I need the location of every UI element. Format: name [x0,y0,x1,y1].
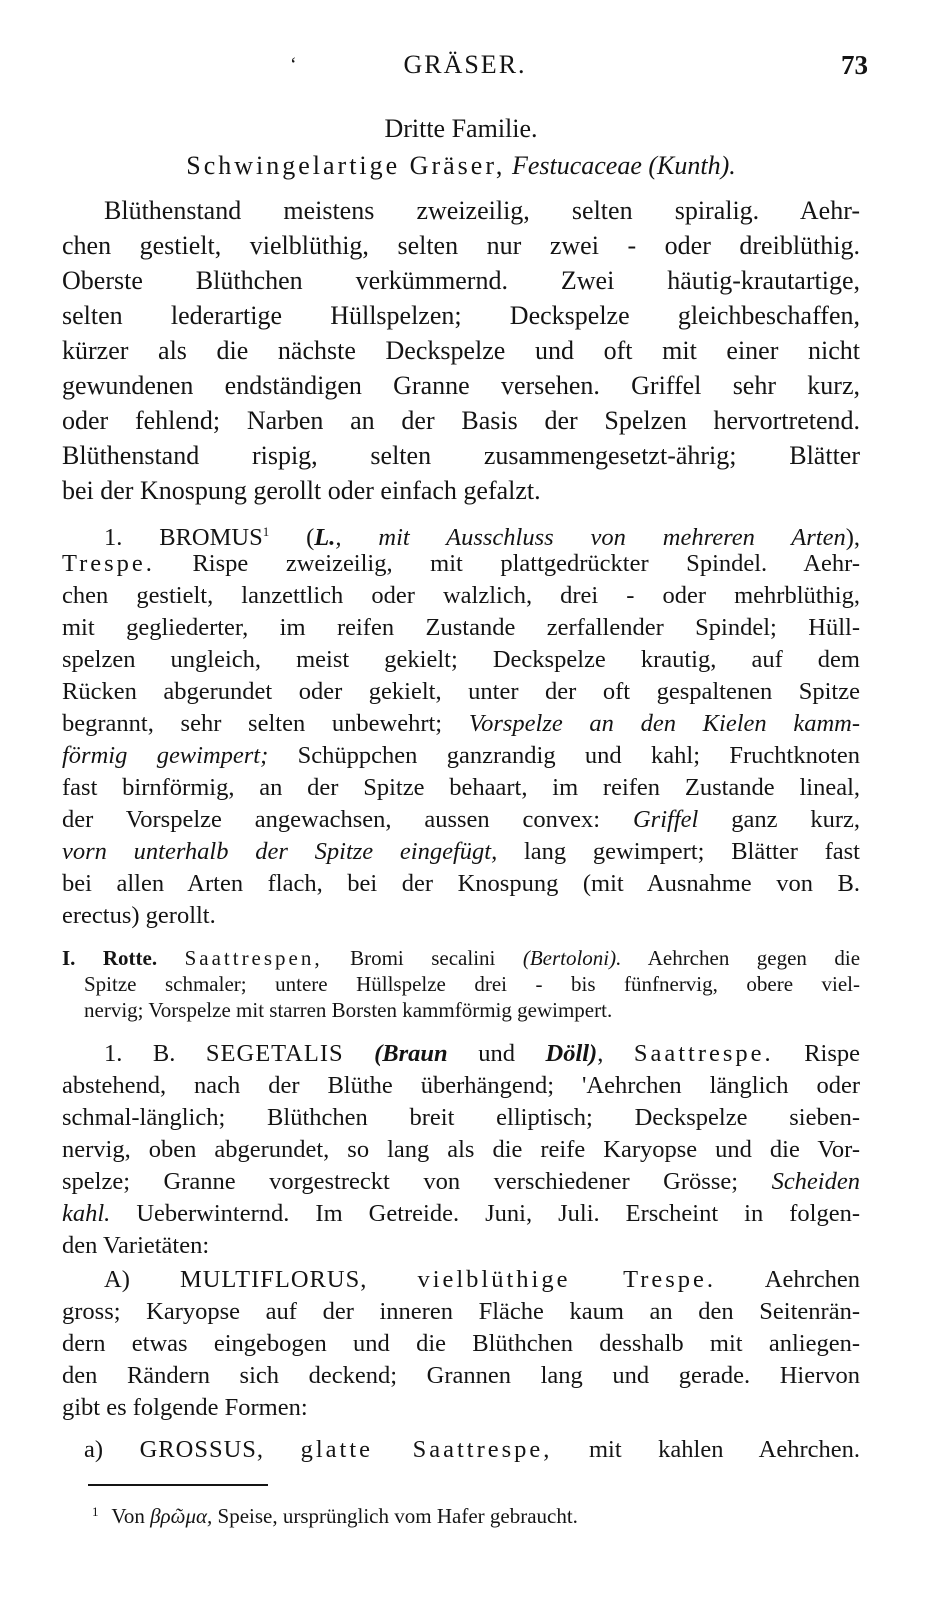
text-span-italic: Scheiden [771,1168,860,1195]
form-entry [84,1436,860,1464]
text-span: Speise, ursprünglich vom Hafer gebraucht. [217,1504,578,1528]
text-line: Rücken abgerundet oder gekielt, unter der oft gespaltenen Spitze [62,678,860,705]
text-span: Rispe zweizeilig, mit plattgedrückter Spindel. Aehr- [192,550,861,577]
text-line [62,710,860,738]
text-line [62,550,860,578]
text-span: Ueberwinternd. Im Getreide. Juni, Juli. Erscheint in folgen- [136,1200,860,1227]
text-line: oder fehlend; Narben an der Basis der Spelzen hervortretend. [62,406,860,435]
running-title: GRÄSER. [403,50,527,79]
genus-common-name: Trespe. [62,550,155,577]
text-line: selten lederartige Hüllspelzen; Deckspelze gleichbeschaffen, [62,301,860,330]
section-label: I. Rotte. [62,946,158,970]
text-line: Spitze schmaler; untere Hüllspelze drei - bis fünfnervig, obere viel- [84,972,860,996]
text-line: erectus) gerollt. [62,902,216,929]
text-span: Von [111,1504,145,1528]
variety-name: MULTIFLORUS, [179,1266,368,1293]
species-common-name: Saattrespe. [633,1040,774,1067]
text-line: Blüthenstand rispig, selten zusammengesetzt-ährig; Blätter [62,441,860,470]
variety-heading [104,1266,860,1294]
text-line [62,1168,860,1196]
form-common-name: glatte Saattrespe, [300,1436,553,1463]
header-mark: ‘ [290,54,297,76]
genus-authority-note: , mit Ausschluss von mehreren Arten [335,524,846,552]
text-line: Blüthenstand meistens zweizeilig, selten spiralig. Aehr- [104,196,860,225]
footnote-rule [88,1484,268,1486]
text-line: dern etwas eingebogen und die Blüthchen desshalb mit anliegen- [62,1330,860,1357]
text-span: der Vorspelze angewachsen, aussen convex: [62,806,601,833]
page-number: 73 [841,50,868,80]
text-line [62,838,860,866]
family-name-latin: Festucaceae (Kunth). [511,151,736,180]
text-span: lang gewimpert; Blätter fast [523,838,860,865]
species-number: 1. B. [104,1040,176,1067]
text-line: chen gestielt, lanzettlich oder walzlich, drei - oder mehrblüthig, [62,582,860,609]
section-latin: Bromi secalini [350,946,496,970]
variety-common-name: vielblüthige Trespe. [417,1266,717,1293]
section-name: Saattrespen, [184,946,323,970]
species-heading [104,1040,860,1068]
genus-authority-open: ( [306,524,315,552]
text-span: begrannt, sehr selten unbewehrt; [62,710,443,737]
text-span: spelze; Granne vorgestreckt von verschiedener Grösse; [62,1168,739,1195]
text-span-italic: Vorspelze an den Kielen kamm- [468,710,860,737]
section-authority: (Bertoloni). [522,946,622,970]
footnote-mark: 1 [92,1504,99,1519]
text-line: den Varietäten: [62,1232,210,1259]
species-authority: (Braun [374,1040,448,1067]
family-heading: Dritte Familie. [384,114,538,143]
text-line [62,806,860,834]
text-line: gross; Karyopse auf der inneren Fläche kaum an den Seitenrän- [62,1298,860,1325]
text-line: Oberste Blüthchen verkümmernd. Zwei häutig-krautartige, [62,266,860,295]
footnote-greek: βρῶμα, [150,1504,213,1528]
text-span: und [478,1040,515,1067]
text-line: fast birnförmig, an der Spitze behaart, im reifen Zustande lineal, [62,774,860,801]
text-line: nervig, oben abgerundet, so lang als die reife Karyopse und die Vor- [62,1136,860,1163]
genus-authority: L. [314,524,336,552]
text-span: Rispe [804,1040,861,1067]
text-span: , [597,1040,604,1067]
family-name-german: Schwingelartige Gräser, [186,151,506,180]
running-header [0,50,930,90]
form-label: a) [84,1436,104,1463]
text-line: chen gestielt, vielblüthig, selten nur zwei - oder dreiblüthig. [62,231,860,260]
text-line: nervig; Vorspelze mit starren Borsten kammförmig gewimpert. [84,998,613,1022]
genus-name: BROMUS [159,524,263,552]
text-span: Schüppchen ganzrandig und kahl; Fruchtknoten [297,742,860,769]
text-line [62,742,860,770]
text-line: schmal-länglich; Blüthchen breit elliptisch; Deckspelze sieben- [62,1104,860,1131]
species-name: SEGETALIS [205,1040,344,1067]
text-span-italic: vorn unterhalb der Spitze eingefügt, [62,838,498,865]
species-authority-2: Döll) [545,1040,598,1067]
variety-label: A) [104,1266,130,1293]
text-span-italic: Griffel [632,806,699,833]
text-line: bei allen Arten flach, bei der Knospung (mit Ausnahme von B. [62,870,860,897]
text-line: spelzen ungleich, meist gekielt; Deckspelze krautig, auf dem [62,646,860,673]
text-line: gibt es folgende Formen: [62,1394,308,1421]
text-span-italic: förmig gewimpert; [62,742,269,769]
text-line [62,1200,860,1228]
footnote [92,1504,578,1529]
text-line: den Rändern sich deckend; Grannen lang und gerade. Hiervon [62,1362,860,1389]
text-span-italic: kahl. [62,1200,111,1227]
text-line: gewundenen endständigen Granne versehen. Griffel sehr kurz, [62,371,860,400]
text-span: Aehrchen [764,1266,861,1293]
genus-number: 1. [104,524,123,552]
family-name [62,151,860,181]
text-line: kürzer als die nächste Deckspelze und oft mit einer nicht [62,336,860,365]
text-line: abstehend, nach der Blüthe überhängend; 'Aehrchen länglich oder [62,1072,860,1099]
text-line: mit gegliederter, im reifen Zustande zerfallender Spindel; Hüll- [62,614,860,641]
footnote-ref: 1 [262,524,270,539]
form-name: GROSSUS, [139,1436,265,1463]
text-span: ganz kurz, [731,806,860,833]
section-heading [62,946,860,970]
text-span: Aehrchen gegen die [647,946,861,970]
text-span: mit kahlen Aehrchen. [588,1436,861,1463]
genus-heading [104,518,860,552]
genus-authority-close: ), [845,524,860,552]
text-line: bei der Knospung gerollt oder einfach gefalzt. [62,476,541,505]
